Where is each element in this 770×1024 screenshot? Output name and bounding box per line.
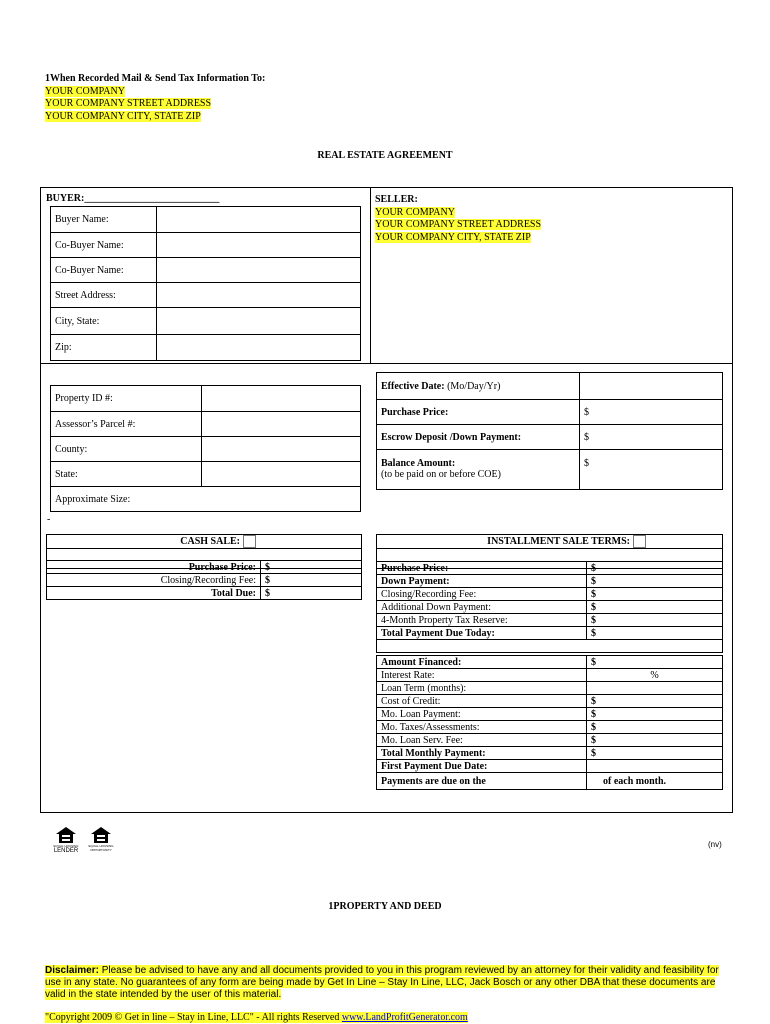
total-monthly-field[interactable]: $ xyxy=(587,747,723,760)
buyer-name-field[interactable] xyxy=(157,207,361,233)
purchase-price-field[interactable]: $ xyxy=(580,400,723,425)
co-buyer-name-field[interactable] xyxy=(157,233,361,258)
website-link[interactable]: www.LandProfitGenerator.com xyxy=(341,1012,468,1023)
cash-closing-fee-label: Closing/Recording Fee: xyxy=(47,574,261,587)
cash-closing-fee-field[interactable]: $ xyxy=(261,574,362,587)
header-company: YOUR COMPANY xyxy=(45,86,125,97)
nv-tag: (nv) xyxy=(708,840,722,849)
cash-purchase-price-label: Purchase Price: xyxy=(47,561,261,574)
state-label: State: xyxy=(51,462,202,487)
inst-total-today-label: Total Payment Due Today: xyxy=(377,627,587,640)
dash-mark: - xyxy=(47,514,51,525)
equal-housing-lender-logo: EQUAL HOUSING LENDER xyxy=(52,826,80,854)
total-monthly-label: Total Monthly Payment: xyxy=(377,747,587,760)
cash-total-due-field[interactable]: $ xyxy=(261,587,362,600)
buyer-name-label: Buyer Name: xyxy=(51,207,157,233)
purchase-price-label: Purchase Price: xyxy=(377,400,580,425)
buyer-heading: BUYER:___________________________ xyxy=(46,193,220,204)
installment-group-1 xyxy=(376,561,723,653)
county-field[interactable] xyxy=(202,437,361,462)
cost-of-credit-field[interactable]: $ xyxy=(587,695,723,708)
inst-down-payment-label: Down Payment: xyxy=(377,575,587,588)
effective-date-label: Effective Date: (Mo/Day/Yr) xyxy=(377,373,580,400)
inst-additional-down-field[interactable]: $ xyxy=(587,601,723,614)
page-title: REAL ESTATE AGREEMENT xyxy=(317,150,453,161)
state-field[interactable] xyxy=(202,462,361,487)
inst-purchase-price-field[interactable]: $ xyxy=(587,562,723,575)
inst-closing-fee-field[interactable]: $ xyxy=(587,588,723,601)
mo-serv-fee-label: Mo. Loan Serv. Fee: xyxy=(377,734,587,747)
cash-sale-checkbox[interactable] xyxy=(243,535,256,548)
inst-additional-down-label: Additional Down Payment: xyxy=(377,601,587,614)
effective-date-field[interactable] xyxy=(580,373,723,400)
inst-tax-reserve-field[interactable]: $ xyxy=(587,614,723,627)
cash-purchase-price-field[interactable]: $ xyxy=(261,561,362,574)
city-state-label: City, State: xyxy=(51,308,157,335)
seller-city: YOUR COMPANY CITY, STATE ZIP xyxy=(375,232,531,243)
disclaimer: Disclaimer: Please be advised to have any and all documents provided to you in this program reviewed by an attorney for their validity and feasibility for use in any state. No guarantees of any form are being made by Get In Line – Stay In Line, LLC, Jack Bosch or any other DBA that these documents are valid in the state intended by the user of this material. xyxy=(45,965,719,1000)
amount-financed-field[interactable]: $ xyxy=(587,656,723,669)
seller-heading: SELLER: xyxy=(375,194,418,205)
escrow-label: Escrow Deposit /Down Payment: xyxy=(377,425,580,450)
co-buyer-name-label: Co-Buyer Name: xyxy=(51,233,157,258)
payments-due-label: Payments are due on the xyxy=(377,773,587,790)
equal-housing-icon xyxy=(90,826,112,844)
city-state-field[interactable] xyxy=(157,308,361,335)
property-id-field[interactable] xyxy=(202,386,361,412)
cash-sale-rows xyxy=(46,560,362,600)
installment-title: INSTALLMENT SALE TERMS: xyxy=(377,535,723,549)
seller-company: YOUR COMPANY xyxy=(375,207,455,218)
first-payment-field[interactable] xyxy=(587,760,723,773)
parcel-label: Assessor’s Parcel #: xyxy=(51,412,202,437)
street-address-field[interactable] xyxy=(157,283,361,308)
loan-term-label: Loan Term (months): xyxy=(377,682,587,695)
installment-group-2 xyxy=(376,655,723,790)
inst-purchase-price-label: Purchase Price: xyxy=(377,562,587,575)
interest-rate-field[interactable]: % xyxy=(587,669,723,682)
cost-of-credit-label: Cost of Credit: xyxy=(377,695,587,708)
header-city: YOUR COMPANY CITY, STATE ZIP xyxy=(45,111,201,122)
cash-total-due-label: Total Due: xyxy=(47,587,261,600)
co-buyer-name-field-2[interactable] xyxy=(157,258,361,283)
zip-field[interactable] xyxy=(157,335,361,361)
balance-label: Balance Amount: (to be paid on or before COE) xyxy=(377,450,580,490)
header-street: YOUR COMPANY STREET ADDRESS xyxy=(45,98,212,109)
interest-rate-label: Interest Rate: xyxy=(377,669,587,682)
cash-sale-title: CASH SALE: xyxy=(47,535,362,549)
installment-gap-row xyxy=(377,640,723,653)
parcel-field[interactable] xyxy=(202,412,361,437)
property-id-label: Property ID #: xyxy=(51,386,202,412)
first-payment-label: First Payment Due Date: xyxy=(377,760,587,773)
installment-checkbox[interactable] xyxy=(633,535,646,548)
escrow-field[interactable]: $ xyxy=(580,425,723,450)
inst-closing-fee-label: Closing/Recording Fee: xyxy=(377,588,587,601)
inst-tax-reserve-label: 4-Month Property Tax Reserve: xyxy=(377,614,587,627)
buyer-seller-divider xyxy=(370,187,371,363)
mo-loan-payment-field[interactable]: $ xyxy=(587,708,723,721)
balance-field[interactable]: $ xyxy=(580,450,723,490)
lender-caption: LENDER xyxy=(53,848,79,854)
payments-due-field: of each month. xyxy=(587,773,723,790)
buyer-table xyxy=(50,206,361,361)
street-address-label: Street Address: xyxy=(51,283,157,308)
approximate-size-label: Approximate Size: xyxy=(51,487,361,512)
mo-taxes-field[interactable]: $ xyxy=(587,721,723,734)
seller-street: YOUR COMPANY STREET ADDRESS xyxy=(375,219,542,230)
equal-housing-icon xyxy=(55,826,77,844)
copyright: "Copyright 2009 © Get in line – Stay in Line, LLC" - All rights Reserved www.LandProfitGenerator.com xyxy=(45,1012,468,1023)
section-divider xyxy=(40,363,733,364)
county-label: County: xyxy=(51,437,202,462)
property-table xyxy=(50,385,361,512)
section-title: 1PROPERTY AND DEED xyxy=(328,901,442,912)
recording-label: 1When Recorded Mail & Send Tax Information To: xyxy=(45,73,266,84)
co-buyer-name-label-2: Co-Buyer Name: xyxy=(51,258,157,283)
zip-label: Zip: xyxy=(51,335,157,361)
amount-financed-label: Amount Financed: xyxy=(377,656,587,669)
mo-serv-fee-field[interactable]: $ xyxy=(587,734,723,747)
inst-total-today-field[interactable]: $ xyxy=(587,627,723,640)
disclaimer-text: Please be advised to have any and all documents provided to you in this program reviewed by an attorney for their validity and feasibility for use in any state. No guarantees of any form are being made by Get In Line – Stay In Line, LLC, Jack Bosch or any other DBA that these documents are valid in the state intended by the user of this material. xyxy=(45,965,719,1000)
equal-housing-opportunity-logo: EQUAL HOUSING OPPORTUNITY xyxy=(87,826,115,852)
mo-taxes-label: Mo. Taxes/Assessments: xyxy=(377,721,587,734)
amounts-table xyxy=(376,372,723,490)
loan-term-field[interactable] xyxy=(587,682,723,695)
inst-down-payment-field[interactable]: $ xyxy=(587,575,723,588)
mo-loan-payment-label: Mo. Loan Payment: xyxy=(377,708,587,721)
